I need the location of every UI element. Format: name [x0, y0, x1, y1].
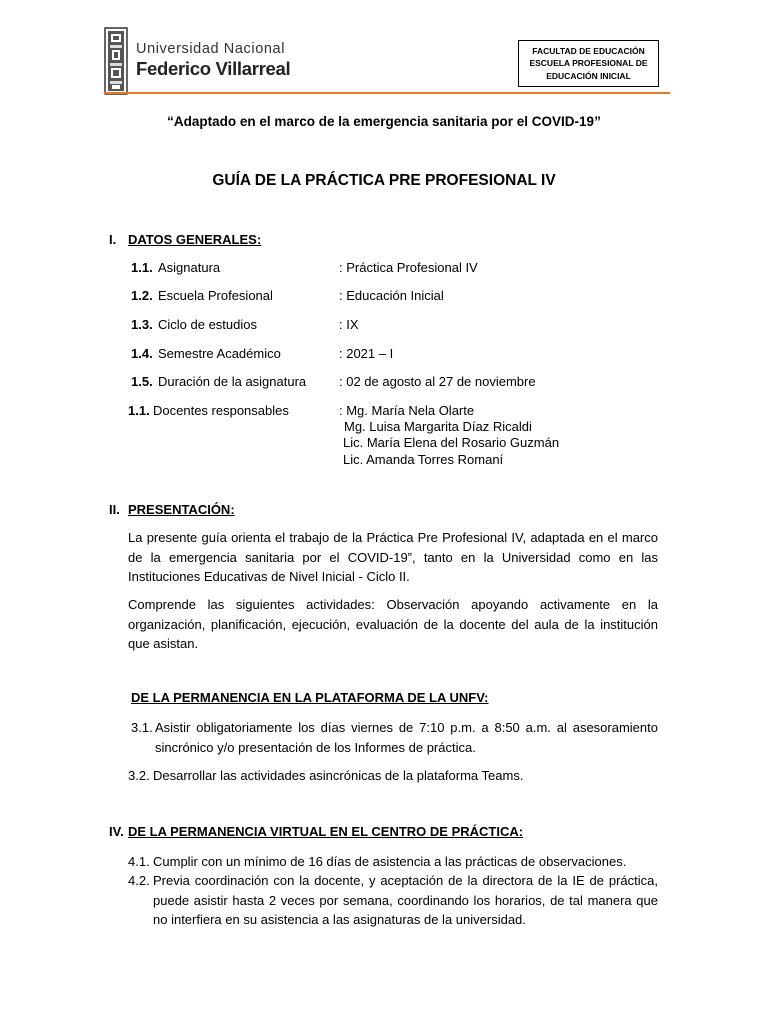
presentation-paragraph: La presente guía orienta el trabajo de la Práctica Pre Profesional IV, adaptada en el marco de la emergencia sanitaria por el COVID-19”, tanto en la Universidad como en las Instituciones Educativas de Nivel Inicial - Ciclo II.	[128, 530, 658, 584]
row-label: Docentes responsables	[153, 403, 289, 418]
section-number: IV.	[109, 824, 124, 839]
section-number: I.	[109, 232, 117, 247]
row-number: 1.2.	[131, 288, 153, 303]
docente-name: Lic. María Elena del Rosario Guzmán	[343, 435, 560, 450]
row-number: 1.1.	[128, 403, 150, 418]
faculty-line: EDUCACIÓN INICIAL	[546, 70, 631, 81]
university-logo	[104, 27, 291, 95]
row-number: 1.4.	[131, 346, 153, 361]
row-label: Semestre Académico	[158, 346, 281, 361]
item-text: Cumplir con un mínimo de 16 días de asistencia a las prácticas de observaciones.	[153, 854, 627, 869]
row-value: : 02 de agosto al 27 de noviembre	[339, 374, 536, 389]
row-number: 1.3.	[131, 317, 153, 332]
row-value: : 2021 – I	[339, 346, 394, 361]
section-title: DE LA PERMANENCIA VIRTUAL EN EL CENTRO DE PRÁCTICA:	[128, 824, 524, 839]
list-item	[131, 718, 658, 757]
section-heading	[109, 824, 523, 839]
item-text-wrap	[128, 871, 658, 930]
item-text: Asistir obligatoriamente los días viernes de 7:10 p.m. a 8:50 a.m. al asesoramiento sincrónico y/o presentación de los Informes de práctica.	[155, 720, 658, 755]
section-heading	[109, 232, 261, 247]
list-item	[128, 871, 658, 930]
item-number: 3.1.	[131, 720, 153, 735]
university-crest-icon	[104, 27, 128, 95]
section-title: DE LA PERMANENCIA EN LA PLATAFORMA DE LA UNFV:	[131, 690, 489, 705]
row-label: Asignatura	[158, 260, 221, 275]
header-rule	[104, 92, 670, 94]
faculty-line: FACULTAD DE EDUCACIÓN	[532, 45, 645, 56]
section-heading	[131, 690, 489, 705]
presentation-paragraph: Comprende las siguientes actividades: Observación apoyando activamente en la organización, planificación, ejecución, evaluación de la docente del aula de la institución que asistan.	[128, 597, 658, 651]
row-number: 1.1.	[131, 260, 153, 275]
list-item	[128, 852, 658, 872]
item-text-wrap	[128, 766, 658, 786]
document-title: GUÍA DE LA PRÁCTICA PRE PROFESIONAL IV	[212, 172, 556, 189]
item-number: 4.1.	[128, 854, 150, 869]
document-subtitle: “Adaptado en el marco de la emergencia sanitaria por el COVID-19”	[167, 114, 601, 129]
item-text: Previa coordinación con la docente, y aceptación de la directora de la IE de práctica, puede asistir hasta 2 veces por semana, coordinando los horarios, de tal manera que no interfiera en su asistencia a las asignaturas de la universidad.	[153, 873, 658, 927]
item-number: 4.2.	[128, 873, 150, 888]
row-label: Duración de la asignatura	[158, 374, 307, 389]
docente-name: Mg. Luisa Margarita Díaz Ricaldi	[344, 419, 532, 434]
docente-name: Lic. Amanda Torres Romaní	[343, 452, 504, 467]
section-title: PRESENTACIÓN:	[128, 502, 235, 517]
section-number: II.	[109, 502, 120, 517]
faculty-box	[518, 40, 659, 87]
row-value: : Mg. María Nela Olarte	[339, 403, 475, 418]
row-label: Ciclo de estudios	[158, 317, 257, 332]
row-value: : Educación Inicial	[339, 288, 444, 303]
row-label: Escuela Profesional	[158, 288, 273, 303]
item-text-wrap	[131, 718, 658, 757]
item-text-wrap	[128, 852, 658, 872]
list-item	[128, 766, 658, 786]
item-number: 3.2.	[128, 768, 150, 783]
row-value: : Práctica Profesional IV	[339, 260, 478, 275]
university-name-line2: Federico Villarreal	[136, 58, 291, 79]
item-text: Desarrollar las actividades asincrónicas de la plataforma Teams.	[153, 768, 524, 783]
university-name-line1: Universidad Nacional	[136, 41, 286, 57]
section-heading	[109, 502, 235, 517]
faculty-line: ESCUELA PROFESIONAL DE	[529, 58, 648, 69]
row-number: 1.5.	[131, 374, 153, 389]
row-value: : IX	[339, 317, 359, 332]
section-title: DATOS GENERALES:	[128, 232, 262, 247]
